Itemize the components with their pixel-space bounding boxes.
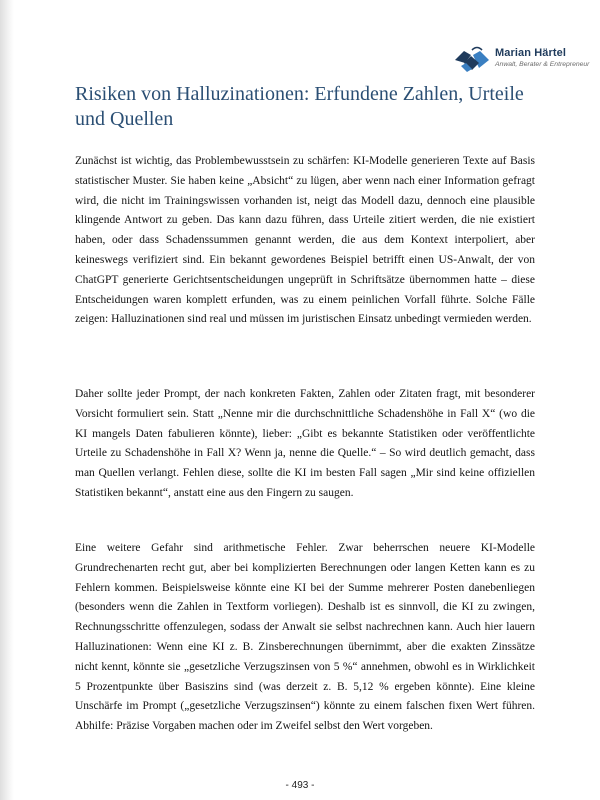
logo-name: Marian Härtel bbox=[495, 47, 566, 59]
section-title: Risiken von Halluzinationen: Erfundene Zahlen, Urteile und Quellen bbox=[75, 83, 524, 130]
logo-tagline: Anwalt, Berater & Entrepreneur bbox=[495, 61, 590, 68]
brand-logo[interactable] bbox=[452, 42, 598, 76]
paragraph-problem-awareness: Zunächst ist wichtig, das Problembewusstsein zu schärfen: KI-Modelle generieren Texte auf Basis statistischer Muster. Sie haben keine „Absicht“ zu lügen, aber wenn nach einer Information gefragt wird, die nicht im Trainingswissen vorhanden ist, neigt das Modell dazu, dennoch eine plausible klingende Antwort zu geben. Das kann dazu führen, dass Urteile zitiert werden, die nie existiert haben, oder dass Schadenssummen genannt werden, die aus dem Kontext interpoliert, aber keineswegs verifiziert sind. Ein bekannt gewordenes Beispiel betrifft einen US-Anwalt, der von ChatGPT generierte Gerichtsentscheidungen ungeprüft in Schriftsätze übernommen hatte – diese Entscheidungen waren komplett erfunden, was zu einem peinlichen Vorfall führte. Solche Fälle zeigen: Halluzinationen sind real und müssen im juristischen Einsatz unbedingt vermieden werden. bbox=[75, 155, 535, 326]
page-number: - 493 - bbox=[285, 780, 315, 791]
paragraph-prompt-caution: Daher sollte jeder Prompt, der nach konkreten Fakten, Zahlen oder Zitaten fragt, mit besonderer Vorsicht formuliert sein. Statt „Nenne mir die durchschnittliche Schadenshöhe in Fall X“ (wo die KI mangels Daten fabulieren könnte), lieber: „Gibt es bekannte Statistiken oder veröffentlichte Urteile zu Schadenshöhe in Fall X? Wenn ja, nenne die Quelle.“ – So wird deutlich gemacht, dass man Quellen verlangt. Fehlen diese, sollte die KI im besten Fall sagen „Mir sind keine offiziellen Statistiken bekannt“, anstatt eine aus den Fingern zu saugen. bbox=[75, 388, 535, 499]
handshake-icon bbox=[452, 42, 492, 76]
page-edge-shadow bbox=[0, 0, 14, 800]
paragraph-arithmetic-errors: Eine weitere Gefahr sind arithmetische Fehler. Zwar beherrschen neuere KI-Modelle Grundrechenarten recht gut, aber bei komplizierten Berechnungen oder langen Ketten kann es zu Fehlern kommen. Beispielsweise könnte eine KI bei der Summe mehrerer Posten danebenliegen (besonders wenn die Zahlen in Textform vorliegen). Deshalb ist es sinnvoll, die KI zu zwingen, Rechnungsschritte offenzulegen, sodass der Anwalt sie selbst nachrechnen kann. Auch hier lauern Halluzinationen: Wenn eine KI z. B. Zinsberechnungen übernimmt, aber die exakten Zinssätze nicht kennt, könnte sie „gesetzliche Verzugszinsen von 5 %“ annehmen, obwohl es in Wirklichkeit 5 Prozentpunkte über Basiszins sind (was derzeit z. B. 5,12 % ergeben könnte). Eine kleine Unschärfe im Prompt („gesetzliche Verzugszinsen“) könnte zu einem falschen fixen Wert führen. Abhilfe: Präzise Vorgaben machen oder im Zweifel selbst den Wert vorgeben. bbox=[75, 542, 535, 733]
